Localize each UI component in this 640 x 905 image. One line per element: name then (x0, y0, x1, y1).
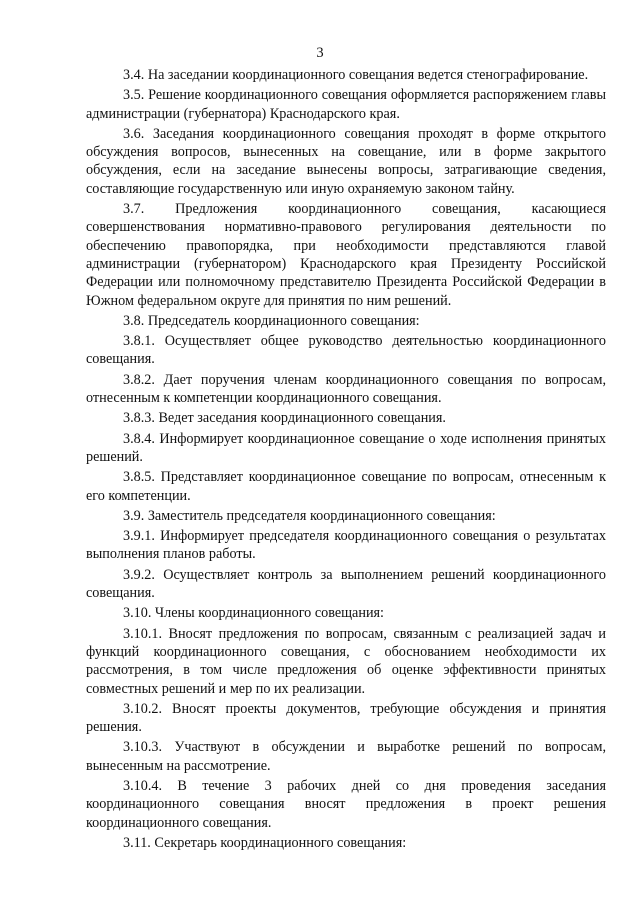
paragraph-3-8-4: 3.8.4. Информирует координационное совещание о ходе исполнения принятых решений. (86, 430, 606, 465)
paragraph-3-9: 3.9. Заместитель председателя координационного совещания: (123, 507, 496, 524)
paragraph-3-4: 3.4. На заседании координационного совещания ведется стенографирование. (123, 67, 589, 83)
paragraph-3-10: 3.10. Члены координационного совещания: (123, 605, 384, 622)
paragraph-3-10-2: 3.10.2. Вносят проекты документов, требующие обсуждения и принятия решения. (86, 700, 606, 736)
paragraph-3-5: 3.5. Решение координационного совещания оформляется распоряжением главы администрации (губернатора) Краснодарского края. (86, 87, 606, 122)
paragraph-3-9-2: 3.9.2. Осуществляет контроль за выполнением решений координационного совещания. (86, 566, 606, 602)
page-number: 3 (316, 45, 324, 61)
document-body (86, 66, 606, 854)
paragraph-3-10-3: 3.10.3. Участвуют в обсуждении и выработке решений по вопросам, вынесенным на рассмотрение. (86, 739, 606, 774)
paragraph-3-10-4: 3.10.4. В течение 3 рабочих дней со дня проведения заседания координационного совещания вносят предложения в проект решения координационного совещания. (86, 777, 606, 831)
paragraph-3-8-2: 3.8.2. Дает поручения членам координационного совещания по вопросам, отнесенным к компетенции координационного совещания. (86, 371, 606, 407)
paragraph-3-7: 3.7. Предложения координационного совещания, касающиеся совершенствования нормативно-правового регулирования деятельности по обеспечению правопорядка, при необходимости представляются главой администрации (губернатором) Краснодарского края Президенту Российской Федерации или полномочному представителю Президента Российской Федерации в Южном федеральном округе для принятия по ним решений. (86, 201, 606, 309)
paragraph-3-10-1: 3.10.1. Вносят предложения по вопросам, связанным с реализацией задач и функций координационного совещания, с обоснованием необходимости их рассмотрения, в том числе предложения об оценке эффективности принятых совместных решений и мер по их реализации. (86, 625, 606, 697)
paragraph-3-9-1: 3.9.1. Информирует председателя координационного совещания о результатах выполнения планов работы. (86, 528, 606, 563)
paragraph-3-8: 3.8. Председатель координационного совещания: (123, 312, 420, 329)
paragraph-3-8-3: 3.8.3. Ведет заседания координационного совещания. (123, 410, 446, 427)
paragraph-3-6: 3.6. Заседания координационного совещания проходят в форме открытого обсуждения вопросов, вынесенных на совещание, или в форме закрытого обсуждения, если на заседание вынесены вопросы, затрагивающие сведения, составляющие государственную или иную охраняемую законом тайну. (86, 125, 606, 197)
paragraph-3-8-5: 3.8.5. Представляет координационное совещание по вопросам, отнесенным к его компетенции. (86, 469, 606, 504)
paragraph-3-8-1: 3.8.1. Осуществляет общее руководство деятельностью координационного совещания. (86, 333, 606, 368)
paragraph-3-11: 3.11. Секретарь координационного совещания: (123, 834, 407, 851)
